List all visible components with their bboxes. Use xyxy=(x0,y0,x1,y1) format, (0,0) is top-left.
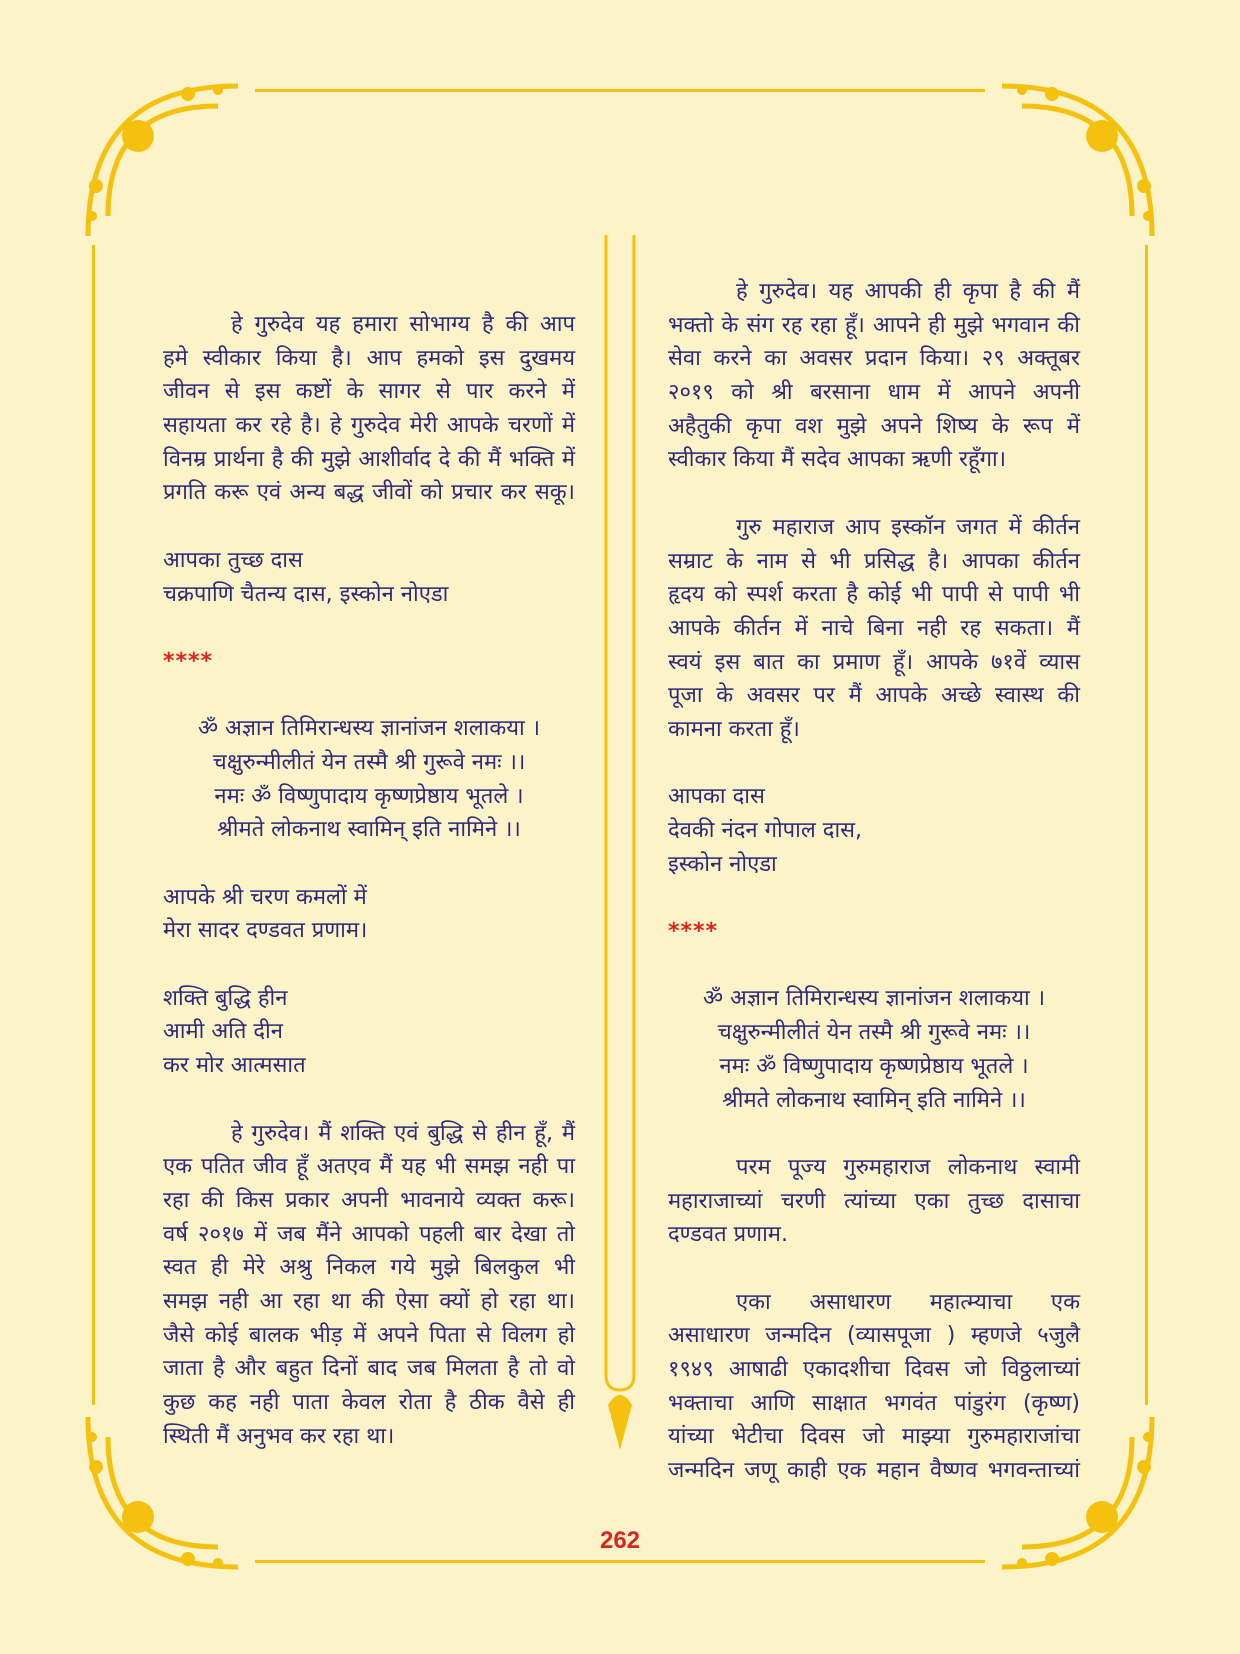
verse-line: नमः ॐ विष्णुपादाय कृष्णप्रेष्ठाय भूतले । xyxy=(214,783,524,809)
text-line: प्रगति करू एवं अन्य बद्ध जीवों को प्रचार कर सकू। xyxy=(163,480,575,506)
verse-line: श्रीमते लोकनाथ स्वामिन् इति नामिने ।। xyxy=(217,817,521,843)
text-line: गुरु महाराज आप इस्कॉन जगत में कीर्तन xyxy=(736,514,1080,540)
frame-bottom-border xyxy=(255,1560,985,1563)
text-line: १९४९ आषाढी एकादशीचा दिवस जो विठ्ठलाच्यां xyxy=(668,1357,1080,1382)
text-line: हृदय को स्पर्श करता है कोई भी पापी से पापी भी xyxy=(668,582,1080,608)
text-line: परम पूज्य गुरुमहाराज लोकनाथ स्वामी xyxy=(736,1154,1080,1180)
poem-line: कर मोर आत्मसात xyxy=(163,1053,306,1079)
verse-line: नमः ॐ विष्णुपादाय कृष्णप्रेष्ठाय भूतले । xyxy=(719,1053,1029,1079)
text-line: भक्तो के संग रह रहा हूँ। आपने ही मुझे भगवान की xyxy=(668,312,1080,338)
text-line: भक्ताचा आणि साक्षात भगवंत पांडुरंग (कृष्ण) xyxy=(668,1390,1080,1416)
left-paragraph-2 xyxy=(163,1117,575,1454)
text-line: आपके कीर्तन में नाचे बिना नही रह सकता। मैं xyxy=(668,615,1080,641)
signature-line: चक्रपाणि चैतन्य दास, इस्कोन नोएडा xyxy=(163,581,449,607)
text-line: हे गुरुदेव। मैं शक्ति एवं बुद्धि से हीन हूँ, मैं xyxy=(231,1120,575,1146)
signature-line: इस्कोन नोएडा xyxy=(668,851,777,877)
frame-right-border xyxy=(1145,245,1148,1405)
text-line: असाधारण जन्मदिन (व्यासपूजा ) म्हणजे ५जुलै xyxy=(668,1323,1080,1349)
text-line: स्वत ही मेरे अश्रु निकल गये मुझे बिलकुल भी xyxy=(163,1255,575,1281)
verse-block xyxy=(668,982,1080,1117)
text-line: पूजा के अवसर पर मैं आपके अच्छे स्वास्थ की xyxy=(668,683,1080,709)
text-line: सम्राट के नाम से भी प्रसिद्ध है। आपका कीर्तन xyxy=(668,548,1080,574)
signature-line: आपका दास xyxy=(668,784,765,810)
salutation-line: मेरा सादर दण्डवत प्रणाम। xyxy=(163,918,368,944)
text-line: महाराजाच्यां चरणी त्यांच्या एका तुच्छ दासाचा xyxy=(668,1188,1080,1214)
text-line: जैसे कोई बालक भीड़ में अपने पिता से विलग हो xyxy=(163,1322,575,1348)
text-line: यांच्या भेटीचा दिवस जो माझ्या गुरुमहाराजांचा xyxy=(668,1424,1080,1450)
text-line: जन्मदिन जणू काही एक महान वैष्णव भगवन्ताच्यां xyxy=(668,1458,1080,1484)
column-divider xyxy=(600,235,640,1455)
section-separator-stars: **** xyxy=(668,919,719,945)
frame-top-border xyxy=(255,89,985,92)
text-line: सहायता कर रहे है। हे गुरुदेव मेरी आपके चरणों में xyxy=(163,413,575,439)
salutation-line: आपके श्री चरण कमलों में xyxy=(163,884,367,910)
verse-line: श्रीमते लोकनाथ स्वामिन् इति नामिने ।। xyxy=(722,1087,1026,1113)
right-paragraph-1 xyxy=(668,275,1080,477)
left-paragraph-1 xyxy=(163,308,575,510)
text-line: हे गुरुदेव यह हमारा सोभाग्य है की आप xyxy=(231,312,575,337)
frame-left-border xyxy=(92,245,95,1405)
text-line: सेवा करने का अवसर प्रदान किया। २९ अक्तूबर xyxy=(668,346,1080,372)
text-line: एका असाधारण महात्म्याचा एक xyxy=(736,1289,1080,1315)
verse-line: ॐ अज्ञान तिमिरान्धस्य ज्ञानांजन शलाकया । xyxy=(702,986,1046,1012)
corner-ornament-icon xyxy=(987,76,1162,251)
text-line: कुछ कह नही पाता केवल रोता है ठीक वैसे ही xyxy=(163,1390,575,1415)
text-line: रहा की किस प्रकार अपनी भावनाये व्यक्त करू। xyxy=(163,1187,575,1213)
text-line: स्वीकार किया मैं सदेव आपका ऋणी रहूँगा। xyxy=(668,447,1007,473)
signature-line: देवकी नंदन गोपाल दास, xyxy=(668,818,863,843)
text-line: हे गुरुदेव। यह आपकी ही कृपा है की मैं xyxy=(736,279,1080,304)
left-column xyxy=(163,308,575,1453)
right-paragraph-4 xyxy=(668,1286,1080,1488)
right-paragraph-3 xyxy=(668,1151,1080,1252)
right-paragraph-2 xyxy=(668,511,1080,747)
text-line: कामना करता हूँ। xyxy=(668,716,800,742)
text-line: दण्डवत प्रणाम. xyxy=(668,1222,788,1248)
text-line: जीवन से इस कष्टों के सागर से पार करने में xyxy=(163,379,575,405)
corner-ornament-icon xyxy=(78,76,253,251)
text-line: समझ नही आ रहा था की ऐसा क्यों हो रहा था। xyxy=(163,1288,575,1314)
verse-line: चक्षुरुन्मीलीतं येन तस्मै श्री गुरूवे नमः ।। xyxy=(212,749,526,775)
verse-line: चक्षुरुन्मीलीतं येन तस्मै श्री गुरूवे नमः ।। xyxy=(717,1020,1031,1046)
text-line: अहैतुकी कृपा वश मुझे अपने शिष्य के रूप में xyxy=(668,413,1080,439)
poem-line: शक्ति बुद्धि हीन xyxy=(163,985,288,1011)
verse-block xyxy=(163,712,575,847)
text-line: २०१९ को श्री बरसाना धाम में आपने अपनी xyxy=(668,380,1080,406)
text-line: जाता है और बहुत दिनों बाद जब मिलता है तो वो xyxy=(163,1356,575,1382)
text-line: विनम्र प्रार्थना है की मुझे आशीर्वाद दे की मैं भक्ति में xyxy=(163,446,575,472)
right-column xyxy=(668,275,1080,1488)
verse-line: ॐ अज्ञान तिमिरान्धस्य ज्ञानांजन शलाकया । xyxy=(197,716,541,742)
signature-line: आपका तुच्छ दास xyxy=(163,547,303,573)
section-separator-stars: **** xyxy=(163,648,214,674)
text-line: स्वयं इस बात का प्रमाण हूँ। आपके ७१वें व्यास xyxy=(668,649,1080,675)
text-line: स्थिती मैं अनुभव कर रहा था। xyxy=(163,1423,395,1449)
page-number: 262 xyxy=(599,1527,641,1554)
poem-line: आमी अति दीन xyxy=(163,1019,283,1045)
text-line: एक पतित जीव हूँ अतएव मैं यह भी समझ नही पा xyxy=(163,1154,575,1180)
text-line: वर्ष २०१७ में जब मैंने आपको पहली बार देखा तो xyxy=(163,1221,575,1247)
text-line: हमे स्वीकार किया है। आप हमको इस दुखमय xyxy=(163,345,575,371)
